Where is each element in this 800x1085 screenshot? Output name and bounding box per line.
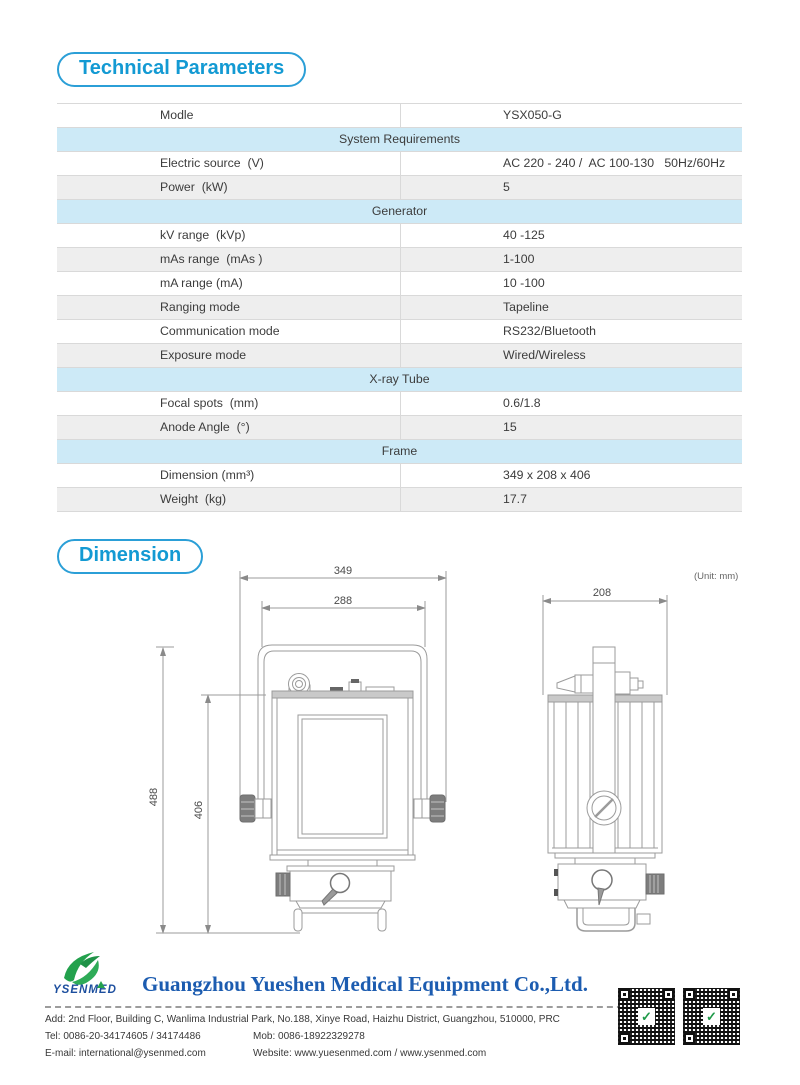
spec-value: RS232/Bluetooth: [400, 320, 742, 343]
table-row: [57, 152, 742, 176]
spec-value: 10 -100: [400, 272, 742, 295]
web-line: [45, 1045, 615, 1062]
qr-finder-icon: [728, 989, 739, 1000]
table-row: [57, 392, 742, 416]
table-section-row: [57, 368, 742, 392]
qr-finder-icon: [619, 1033, 630, 1044]
spec-label: Power (kW): [160, 180, 228, 194]
unit-note: (Unit: mm): [694, 571, 739, 582]
spec-value: 0.6/1.8: [400, 392, 742, 415]
table-row: [57, 224, 742, 248]
table-row: [57, 320, 742, 344]
qr-code-left: [618, 988, 675, 1045]
section-title: System Requirements: [339, 132, 460, 146]
email-text: E-mail: international@ysenmed.com: [45, 1048, 206, 1059]
table-row: [57, 488, 742, 512]
side-view-drawing: [543, 587, 667, 931]
spec-label: Electric source (V): [160, 156, 264, 170]
spec-table: [57, 103, 742, 512]
qr-code-right: [683, 988, 740, 1045]
table-section-row: [57, 440, 742, 464]
brand-logo: [50, 950, 130, 1002]
spec-value: AC 220 - 240 / AC 100-130 50Hz/60Hz: [400, 152, 742, 175]
qr-finder-icon: [663, 989, 674, 1000]
table-row: [57, 272, 742, 296]
qr-finder-icon: [684, 989, 695, 1000]
table-row: [57, 248, 742, 272]
dim-label-349: 349: [333, 565, 353, 577]
spec-label: Modle: [160, 108, 194, 122]
contact-block: [45, 1011, 615, 1062]
spec-value: 1-100: [400, 248, 742, 271]
table-row: [57, 176, 742, 200]
dimension-drawings: [140, 565, 770, 950]
phone-line: [45, 1028, 615, 1045]
spec-value: YSX050-G: [400, 104, 742, 127]
section-title: Frame: [381, 444, 418, 458]
spec-value: 5: [400, 176, 742, 199]
tel-text: Tel: 0086-20-34174605 / 34174486: [45, 1031, 201, 1042]
table-row: [57, 416, 742, 440]
footer-divider: [45, 1006, 643, 1008]
spec-label: Ranging mode: [160, 300, 240, 314]
spec-label: kV range (kVp): [160, 228, 246, 242]
spec-label: Dimension (mm³): [160, 468, 255, 482]
technical-parameters-heading: Technical Parameters: [57, 52, 306, 87]
spec-value: Tapeline: [400, 296, 742, 319]
table-row: [57, 296, 742, 320]
table-section-row: [57, 128, 742, 152]
spec-label: Exposure mode: [160, 348, 247, 362]
mob-text: Mob: 0086-18922329278: [253, 1031, 365, 1042]
qr-center-logo-icon: ✓: [638, 1008, 655, 1025]
table-section-row: [57, 200, 742, 224]
section-title: Generator: [371, 204, 428, 218]
table-row: [57, 464, 742, 488]
logo-n-accent-icon: [97, 981, 105, 988]
qr-center-logo-icon: ✓: [703, 1008, 720, 1025]
spec-value: 17.7: [400, 488, 742, 511]
spec-label: Focal spots (mm): [160, 396, 259, 410]
spec-value: 349 x 208 x 406: [400, 464, 742, 487]
qr-finder-icon: [619, 989, 630, 1000]
brand-logo-text: YSENMED: [53, 984, 117, 996]
spec-label: Communication mode: [160, 324, 280, 338]
dimension-heading: Dimension: [57, 539, 203, 574]
dim-label-208: 208: [592, 587, 612, 599]
dim-label-406: 406: [193, 800, 205, 820]
spec-value: Wired/Wireless: [400, 344, 742, 367]
table-row: [57, 344, 742, 368]
table-row: [57, 104, 742, 128]
website-text: Website: www.yuesenmed.com / www.ysenmed.com: [253, 1048, 487, 1059]
spec-label: Weight (kg): [160, 492, 227, 506]
address-line: Add: 2nd Floor, Building C, Wanlima Industrial Park, No.188, Xinye Road, Haizhu District, Guangzhou, 510000, PRC: [45, 1014, 560, 1025]
dim-label-288: 288: [333, 595, 353, 607]
dim-label-488: 488: [148, 787, 160, 807]
spec-label: mA range (mA): [160, 276, 243, 290]
spec-label: Anode Angle (°): [160, 420, 250, 434]
qr-finder-icon: [684, 1033, 695, 1044]
spec-label: mAs range (mAs ): [160, 252, 263, 266]
company-name: Guangzhou Yueshen Medical Equipment Co.,Ltd.: [142, 972, 588, 996]
front-view-drawing: [148, 565, 446, 933]
section-title: X-ray Tube: [369, 372, 430, 386]
spec-value: 15: [400, 416, 742, 439]
spec-value: 40 -125: [400, 224, 742, 247]
